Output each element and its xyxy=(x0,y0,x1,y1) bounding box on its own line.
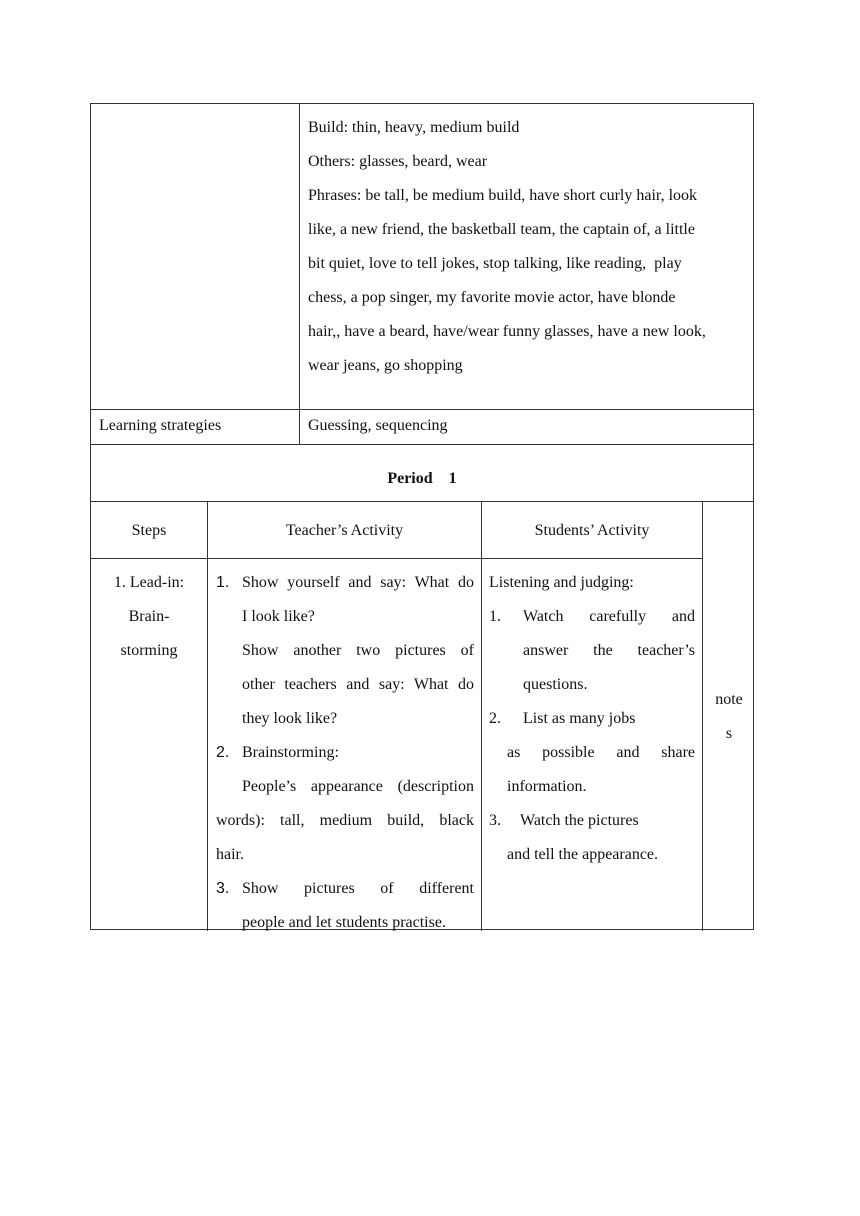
vocab-line: wear jeans, go shopping xyxy=(308,357,463,374)
list-number: 3. xyxy=(489,812,501,829)
list-number: 2. xyxy=(216,744,230,761)
students-activity-header: Students’ Activity xyxy=(534,522,650,539)
text-line: Watch the pictures xyxy=(520,812,639,829)
teacher-activity-header: Teacher’s Activity xyxy=(285,522,404,539)
vocabulary-label-cell xyxy=(91,104,300,409)
text-line: People’s appearance (description xyxy=(242,778,474,795)
text-line: Show yourself and say: What do xyxy=(242,574,474,591)
vocab-line: chess, a pop singer, my favorite movie actor, have blonde xyxy=(308,289,676,306)
text-line: Show pictures of different xyxy=(242,880,474,897)
text-line: questions. xyxy=(523,676,588,693)
step-line: Brain- xyxy=(128,608,170,625)
vocabulary-row xyxy=(90,103,754,409)
notes-label: note xyxy=(715,691,743,708)
text-line: people and let students practise. xyxy=(242,914,446,931)
steps-header: Steps xyxy=(131,522,167,539)
step-line: 1. Lead-in: xyxy=(113,574,185,591)
text-line: Brainstorming: xyxy=(242,744,339,761)
text-line: they look like? xyxy=(242,710,338,727)
steps-cell xyxy=(91,566,207,668)
list-number: 1. xyxy=(216,574,230,591)
vocab-line: like, a new friend, the basketball team, the captain of, a little xyxy=(308,221,695,238)
text-line: as possible and share xyxy=(507,744,695,761)
text-line: I look like? xyxy=(242,608,315,625)
vocab-line: Build: thin, heavy, medium build xyxy=(308,119,520,136)
activity-section xyxy=(90,501,754,930)
notes-cell xyxy=(703,683,755,751)
notes-label: s xyxy=(725,725,733,742)
list-number: 2. xyxy=(489,710,501,727)
strategies-label: Learning strategies xyxy=(99,417,222,434)
vocab-line: bit quiet, love to tell jokes, stop talking, like reading, play xyxy=(308,255,682,272)
students-activity-cell xyxy=(489,566,695,872)
teacher-activity-cell xyxy=(216,566,474,940)
strategies-value: Guessing, sequencing xyxy=(308,417,448,434)
vocab-line: Phrases: be tall, be medium build, have short curly hair, look xyxy=(308,187,698,204)
vocab-line: hair,, have a beard, have/wear funny glasses, have a new look, xyxy=(308,323,706,340)
text-line: hair. xyxy=(216,846,244,863)
vocab-line: Others: glasses, beard, wear xyxy=(308,153,488,170)
step-line: storming xyxy=(120,642,178,659)
text-line: other teachers and say: What do xyxy=(242,676,474,693)
list-item xyxy=(216,566,474,736)
list-item xyxy=(216,736,474,804)
period-title: Period 1 xyxy=(387,470,457,487)
text-line: answer the teacher’s xyxy=(523,642,695,659)
text-line: Listening and judging: xyxy=(489,574,634,591)
lesson-plan-table xyxy=(90,103,754,930)
list-item xyxy=(489,600,695,702)
list-number: 3. xyxy=(216,880,230,897)
text-line: Show another two pictures of xyxy=(242,642,474,659)
list-item xyxy=(489,702,695,736)
text-line: Watch carefully and xyxy=(523,608,695,625)
vocabulary-cell xyxy=(308,111,743,383)
list-item xyxy=(489,804,695,838)
text-line: and tell the appearance. xyxy=(507,846,659,863)
list-number: 1. xyxy=(489,608,501,625)
strategies-row xyxy=(90,409,754,444)
text-line: words): tall, medium build, black xyxy=(216,812,474,829)
list-item xyxy=(216,872,474,940)
period-row xyxy=(90,444,754,501)
text-line: information. xyxy=(507,778,587,795)
text-line: List as many jobs xyxy=(523,710,636,727)
